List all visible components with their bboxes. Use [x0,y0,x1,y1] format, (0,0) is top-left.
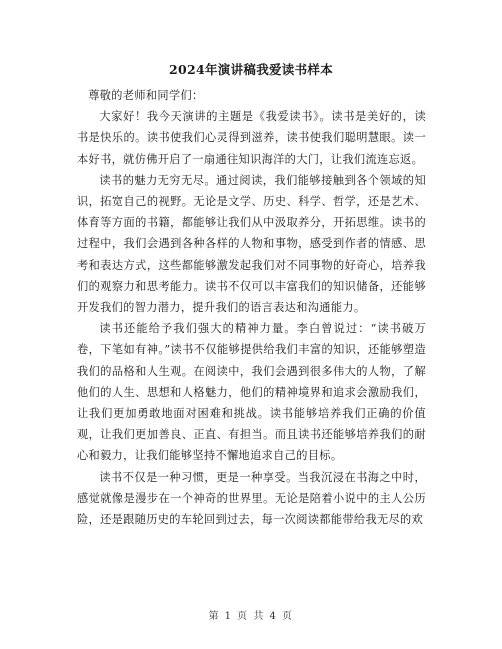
paragraph: 大家好！我今天演讲的主题是《我爱读书》。读书是美好的，读书是快乐的。读书使我们心灵得到滋养，读书使我们聪明慧眼。读一本好书，就仿佛开启了一扇通往知识海洋的大门，让我们流连忘返。 [77,110,426,166]
paragraph: 读书的魅力无穷无尽。通过阅读，我们能够接触到各个领域的知识，拓宽自己的视野。无论是文学、历史、科学、哲学，还是艺术、体育等方面的书籍，都能够让我们从中汲取养分，开拓思维。读书的过程中，我们会遇到各种各样的人物和事物，感受到作者的情感、思考和表达方式，这些都能够激发起我们对不同事物的好奇心，培养我们的观察力和思考能力。读书不仅可以丰富我们的知识储备，还能够开发我们的智力潜力，提升我们的语言表达和沟通能力。 [77,173,426,315]
salutation: 尊敬的老师和同学们： [88,89,204,102]
paragraph: 读书还能给予我们强大的精神力量。李白曾说过：“读书破万卷，下笔如有神。”读书不仅能够提供给我们丰富的知识，还能够塑造我们的品格和人生观。在阅读中，我们会遇到很多伟大的人物，了解他们的人生、思想和人格魅力，他们的精神境界和追求会激励我们，让我们更加勇敢地面对困难和挑战。读书能够培养我们正确的价值观，让我们更加善良、正直、有担当。而且读书还能够培养我们的耐心和毅力，让我们能够坚持不懈地追求自己的目标。 [77,322,426,463]
document-title: 2024年演讲稿我爱读书样本 [169,62,333,77]
paragraph: 读书不仅是一种习惯，更是一种享受。当我沉浸在书海之中时，感觉就像是漫步在一个神奇的世界里。无论是陪着小说中的主人公历险，还是跟随历史的车轮回到过去，每一次阅读都能带给我无尽的欢 [77,470,426,527]
page-number-footer: 第 1 页 共 4 页 [208,611,294,622]
document-body [77,85,426,530]
